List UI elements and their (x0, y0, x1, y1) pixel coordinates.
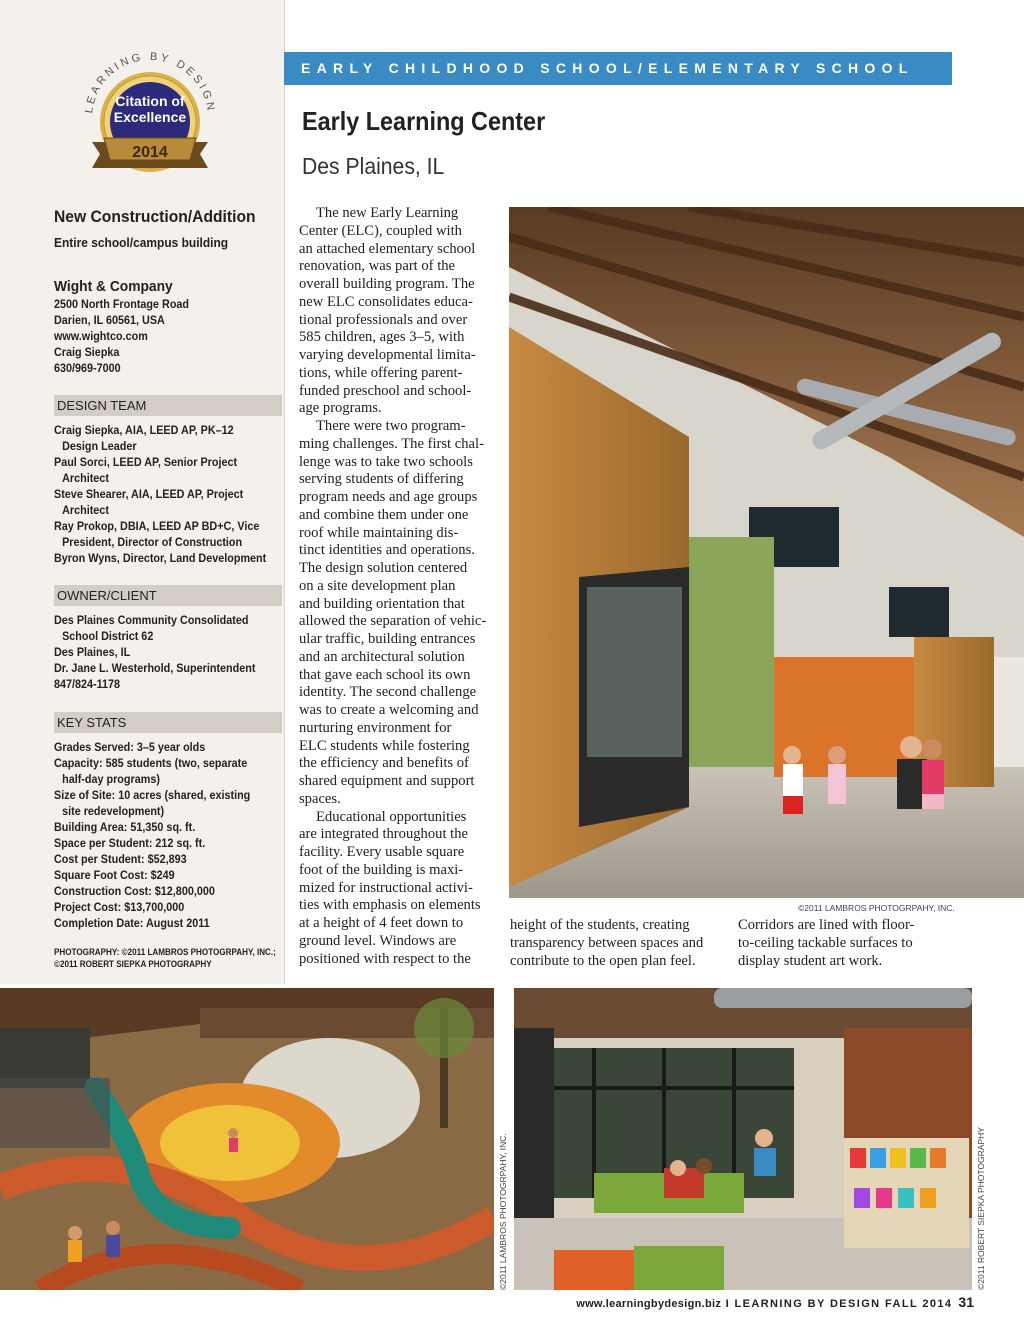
corridor-photo-image (509, 207, 1024, 898)
corridor-photo (509, 207, 1024, 898)
key-stat-line: Building Area: 51,350 sq. ft. (54, 820, 196, 834)
design-team-line: Paul Sorci, LEED AP, Senior Project (54, 455, 238, 469)
badge-arc-text: LEARNING BY DESIGN (83, 50, 217, 115)
body-line: positioned with respect to the (299, 950, 471, 967)
category-banner: EARLY CHILDHOOD SCHOOL/ELEMENTARY SCHOOL (284, 52, 952, 85)
design-team-line: Steve Shearer, AIA, LEED AP, Project (54, 487, 244, 501)
badge-year: 2014 (132, 144, 168, 161)
photo-credits (54, 946, 282, 970)
playground-photo-image (0, 988, 494, 1290)
body-line: renovation, was part of the (299, 258, 456, 275)
body-line: mized for instructional activi- (299, 879, 473, 896)
caption-line: height of the students, creating (510, 917, 690, 933)
body-line: serving students of differing (299, 471, 464, 488)
body-line: tions, while offering parent- (299, 364, 463, 381)
body-line: was to create a welcoming and (299, 702, 479, 718)
firm-block (54, 278, 282, 376)
key-stat-line: Space per Student: 212 sq. ft. (54, 836, 206, 850)
body-line: on a site development plan (299, 577, 456, 594)
body-line: lenge was to take two schools (299, 453, 473, 470)
key-stats-heading: KEY STATS (54, 712, 282, 733)
firm-name: Wight & Company (54, 278, 173, 295)
firm-address2: Darien, IL 60561, USA (54, 313, 165, 327)
body-line: and building orientation that (299, 595, 465, 612)
citation-badge-icon (70, 40, 230, 190)
playground-photo-credit: ©2011 LAMBROS PHOTOGRPAHY, INC. (498, 1133, 508, 1290)
corridor-photo-credit: ©2011 LAMBROS PHOTOGRPAHY, INC. (798, 903, 955, 913)
caption-line: Corridors are lined with floor- (738, 917, 915, 933)
sidebar (0, 0, 285, 984)
owner-line: Des Plaines Community Consolidated (54, 613, 249, 627)
body-line: varying developmental limita- (299, 347, 476, 363)
body-line: ties with emphasis on elements (299, 897, 481, 914)
reading-corner-photo (514, 988, 972, 1290)
photo-credit-line: PHOTOGRAPHY: ©2011 LAMBROS PHOTOGRPAHY, INC.; (54, 947, 276, 957)
body-line: allowed the separation of vehic- (299, 613, 487, 630)
body-line: program needs and age groups (299, 489, 478, 505)
category-block (54, 207, 282, 251)
owner-heading: OWNER/CLIENT (54, 585, 282, 606)
category-title: New Construction/Addition (54, 207, 256, 226)
body-line: that gave each school its own (299, 666, 471, 683)
design-team-heading: DESIGN TEAM (54, 395, 282, 416)
caption-right (738, 917, 914, 970)
body-line: an attached elementary school (299, 240, 476, 257)
owner-line: 847/824-1178 (54, 677, 121, 691)
body-paragraph (299, 205, 504, 418)
body-line: ming challenges. The first chal- (299, 435, 484, 452)
body-line: identity. The second challenge (299, 684, 477, 701)
design-team-line: Architect (62, 503, 109, 517)
body-line: and an architectural solution (299, 648, 465, 665)
body-line: roof while maintaining dis- (299, 524, 459, 541)
body-line: nurturing environment for (299, 719, 452, 736)
firm-contact: Craig Siepka (54, 345, 120, 359)
page-number: 31 (958, 1294, 974, 1310)
design-team-line: Architect (62, 471, 109, 485)
design-team-line: Design Leader (62, 439, 137, 453)
reading-corner-photo-image (514, 988, 972, 1290)
body-line: and combine them under one (299, 506, 469, 523)
key-stat-line: Project Cost: $13,700,000 (54, 900, 185, 914)
body-line: There were two program- (316, 418, 466, 434)
design-team-list (54, 422, 282, 566)
owner-line: Dr. Jane L. Westerhold, Superintendent (54, 661, 256, 675)
key-stat-line: Completion Date: August 2011 (54, 916, 210, 930)
firm-phone: 630/969-7000 (54, 361, 121, 375)
design-team-line: President, Director of Construction (62, 535, 243, 549)
body-line: ELC students while fostering (299, 737, 470, 754)
footer-publication: LEARNING BY DESIGN FALL 2014 (734, 1298, 953, 1310)
owner-line: School District 62 (62, 629, 154, 643)
photo-credit-line: ©2011 ROBERT SIEPKA PHOTOGRAPHY (54, 959, 212, 969)
owner-line: Des Plaines, IL (54, 645, 131, 659)
body-line: spaces. (299, 790, 341, 807)
key-stat-line: Size of Site: 10 acres (shared, existing (54, 788, 251, 802)
body-line: new ELC consolidates educa- (299, 293, 473, 310)
article-location: Des Plaines, IL (302, 153, 445, 179)
article-title: Early Learning Center (302, 106, 546, 136)
body-line: foot of the building is maxi- (299, 861, 464, 878)
body-line: age programs. (299, 400, 382, 417)
badge-line1: Citation of (115, 93, 185, 109)
body-line: facility. Every usable square (299, 844, 465, 860)
owner-list (54, 612, 282, 692)
body-line: overall building program. The (299, 276, 475, 292)
design-team-line: Craig Siepka, AIA, LEED AP, PK–12 (54, 423, 234, 437)
article-body (299, 205, 504, 968)
reading-corner-photo-credit: ©2011 ROBERT SIEPKA PHOTOGRAPHY (976, 1127, 986, 1290)
key-stat-line: Construction Cost: $12,800,000 (54, 884, 215, 898)
page-footer (576, 1294, 974, 1310)
caption-line: to-ceiling tackable surfaces to (738, 934, 913, 951)
body-line: Center (ELC), coupled with (299, 222, 462, 239)
body-line: tinct identities and operations. (299, 542, 475, 559)
body-line: The new Early Learning (316, 205, 459, 221)
key-stat-line: half-day programs) (62, 772, 160, 786)
body-line: are integrated throughout the (299, 826, 468, 843)
key-stats-list (54, 739, 282, 931)
body-line: Educational opportunities (316, 808, 467, 825)
firm-website: www.wightco.com (54, 329, 148, 343)
caption-middle (510, 917, 703, 970)
body-line: shared equipment and support (299, 773, 475, 789)
category-sub: Entire school/campus building (54, 235, 229, 250)
body-line: ular traffic, building entrances (299, 631, 476, 647)
body-paragraph (299, 809, 504, 969)
body-line: funded preschool and school- (299, 382, 472, 399)
caption-line: contribute to the open plan feel. (510, 952, 696, 969)
key-stat-line: Cost per Student: $52,893 (54, 852, 187, 866)
footer-separator: I (721, 1298, 735, 1310)
body-line: tional professionals and over (299, 311, 468, 328)
design-team-line: Ray Prokop, DBIA, LEED AP BD+C, Vice (54, 519, 260, 533)
badge-line2: Excellence (113, 109, 187, 125)
design-team-line: Byron Wyns, Director, Land Development (54, 551, 267, 565)
footer-url: www.learningbydesign.biz (576, 1298, 722, 1310)
body-line: the efficiency and benefits of (299, 755, 469, 772)
key-stat-line: Capacity: 585 students (two, separate (54, 756, 248, 770)
key-stat-line: Square Foot Cost: $249 (54, 868, 175, 882)
firm-address1: 2500 North Frontage Road (54, 297, 190, 311)
playground-photo (0, 988, 494, 1290)
caption-line: display student art work. (738, 952, 883, 969)
caption-line: transparency between spaces and (510, 934, 704, 951)
body-line: ground level. Windows are (299, 932, 457, 949)
key-stat-line: Grades Served: 3–5 year olds (54, 740, 206, 754)
body-line: 585 children, ages 3–5, with (299, 329, 465, 346)
body-line: The design solution centered (299, 560, 468, 576)
body-paragraph (299, 418, 504, 809)
body-line: at a height of 4 feet down to (299, 915, 464, 931)
key-stat-line: site redevelopment) (62, 804, 165, 818)
